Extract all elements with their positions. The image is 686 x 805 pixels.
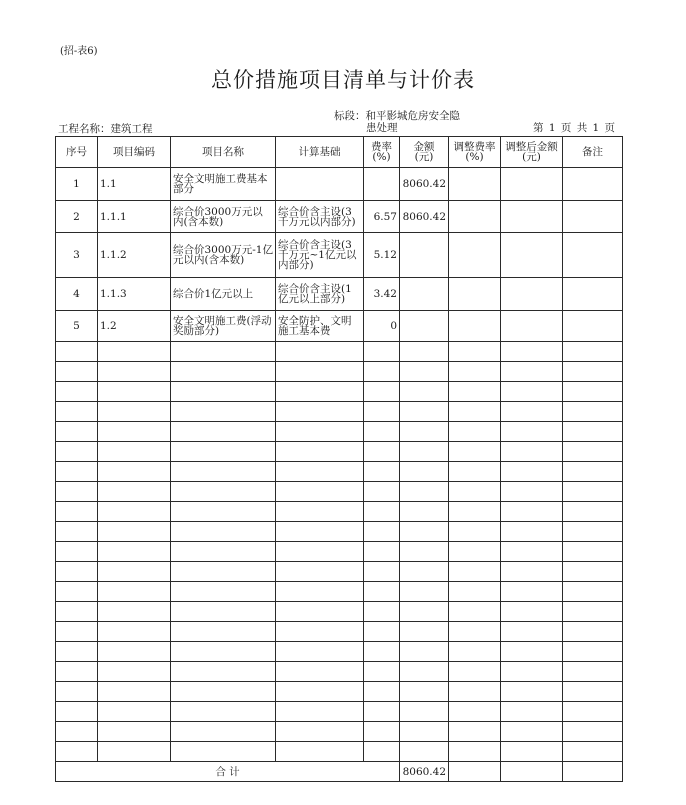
empty-cell xyxy=(400,402,449,422)
empty-cell xyxy=(449,502,501,522)
empty-cell xyxy=(364,362,400,382)
empty-cell xyxy=(98,502,171,522)
row-amount: 8060.42 xyxy=(400,201,449,233)
empty-cell xyxy=(276,722,364,742)
empty-cell xyxy=(563,402,623,422)
project-name-label: 工程名称： xyxy=(58,123,111,135)
empty-cell xyxy=(364,722,400,742)
empty-cell xyxy=(501,542,563,562)
empty-cell xyxy=(501,662,563,682)
row-name: 综合价3000万元以内(含本数) xyxy=(171,201,276,233)
empty-cell xyxy=(276,382,364,402)
table-row xyxy=(56,278,623,311)
empty-cell xyxy=(449,542,501,562)
empty-cell xyxy=(501,342,563,362)
table-row xyxy=(56,233,623,278)
empty-cell xyxy=(276,362,364,382)
empty-cell xyxy=(400,462,449,482)
page-info: 第 1 页 共 1 页 xyxy=(533,122,616,134)
empty-cell xyxy=(98,442,171,462)
empty-cell xyxy=(276,482,364,502)
empty-cell xyxy=(98,742,171,762)
empty-cell xyxy=(276,562,364,582)
empty-cell xyxy=(98,682,171,702)
row-basis: 综合价含主设(3千万元~1亿元以内部分) xyxy=(276,233,364,278)
empty-cell xyxy=(400,702,449,722)
empty-cell xyxy=(364,442,400,462)
row-rate: 5.12 xyxy=(364,233,400,278)
empty-cell xyxy=(501,742,563,762)
row-name: 综合价3000万元-1亿元以内(含本数) xyxy=(171,233,276,278)
empty-cell xyxy=(563,502,623,522)
empty-cell xyxy=(364,462,400,482)
row-note xyxy=(563,201,623,233)
empty-cell xyxy=(171,502,276,522)
empty-cell xyxy=(56,702,98,722)
row-basis xyxy=(276,168,364,201)
empty-cell xyxy=(364,682,400,702)
row-no: 4 xyxy=(56,278,98,311)
empty-cell xyxy=(56,602,98,622)
empty-cell xyxy=(364,502,400,522)
empty-cell xyxy=(501,402,563,422)
empty-cell xyxy=(364,702,400,722)
col-header-rate: 费率 (%) xyxy=(364,137,400,168)
empty-cell xyxy=(171,482,276,502)
empty-row xyxy=(56,662,623,682)
empty-cell xyxy=(501,522,563,542)
empty-cell xyxy=(364,422,400,442)
measures-table xyxy=(55,136,623,782)
empty-cell xyxy=(276,502,364,522)
empty-cell xyxy=(400,582,449,602)
section-label-line2: 患处理 xyxy=(366,122,398,134)
project-name xyxy=(58,121,153,136)
empty-cell xyxy=(449,482,501,502)
empty-cell xyxy=(449,442,501,462)
empty-cell xyxy=(563,682,623,702)
table-row xyxy=(56,311,623,342)
empty-cell xyxy=(400,722,449,742)
row-name: 综合价1亿元以上 xyxy=(171,278,276,311)
empty-cell xyxy=(98,402,171,422)
empty-cell xyxy=(400,602,449,622)
empty-cell xyxy=(98,482,171,502)
empty-cell xyxy=(171,742,276,762)
empty-cell xyxy=(98,702,171,722)
empty-cell xyxy=(449,462,501,482)
empty-row xyxy=(56,442,623,462)
empty-cell xyxy=(276,742,364,762)
empty-cell xyxy=(400,562,449,582)
empty-cell xyxy=(98,722,171,742)
empty-cell xyxy=(56,442,98,462)
total-empty-cell xyxy=(449,762,501,782)
empty-cell xyxy=(449,342,501,362)
empty-cell xyxy=(400,342,449,362)
empty-cell xyxy=(276,342,364,362)
empty-cell xyxy=(563,462,623,482)
empty-cell xyxy=(449,562,501,582)
empty-cell xyxy=(276,422,364,442)
empty-cell xyxy=(276,682,364,702)
empty-cell xyxy=(563,662,623,682)
empty-cell xyxy=(171,342,276,362)
empty-cell xyxy=(171,522,276,542)
empty-cell xyxy=(364,742,400,762)
empty-cell xyxy=(563,362,623,382)
empty-cell xyxy=(364,642,400,662)
table-row xyxy=(56,201,623,233)
row-adj-rate xyxy=(449,201,501,233)
empty-row xyxy=(56,602,623,622)
empty-cell xyxy=(276,642,364,662)
empty-cell xyxy=(563,742,623,762)
empty-cell xyxy=(563,602,623,622)
empty-cell xyxy=(56,682,98,702)
empty-cell xyxy=(98,642,171,662)
row-no: 5 xyxy=(56,311,98,342)
empty-cell xyxy=(171,582,276,602)
project-name-value: 建筑工程 xyxy=(110,123,153,135)
empty-cell xyxy=(56,402,98,422)
empty-cell xyxy=(449,602,501,622)
empty-cell xyxy=(171,602,276,622)
row-code: 1.1.2 xyxy=(98,233,171,278)
row-rate: 3.42 xyxy=(364,278,400,311)
empty-cell xyxy=(171,542,276,562)
empty-cell xyxy=(449,382,501,402)
empty-cell xyxy=(171,682,276,702)
col-header-note: 备注 xyxy=(563,137,623,168)
empty-cell xyxy=(400,662,449,682)
empty-cell xyxy=(56,482,98,502)
empty-cell xyxy=(171,462,276,482)
empty-cell xyxy=(563,422,623,442)
empty-cell xyxy=(501,642,563,662)
empty-cell xyxy=(563,642,623,662)
empty-cell xyxy=(563,622,623,642)
form-code: (招-表6) xyxy=(60,46,98,57)
empty-cell xyxy=(56,642,98,662)
empty-cell xyxy=(563,542,623,562)
row-amount xyxy=(400,278,449,311)
empty-cell xyxy=(98,522,171,542)
empty-row xyxy=(56,682,623,702)
empty-row xyxy=(56,502,623,522)
row-code: 1.1.1 xyxy=(98,201,171,233)
empty-cell xyxy=(400,742,449,762)
col-header-no: 序号 xyxy=(56,137,98,168)
empty-cell xyxy=(98,602,171,622)
empty-cell xyxy=(400,442,449,462)
empty-cell xyxy=(364,602,400,622)
col-header-amount: 金额 (元) xyxy=(400,137,449,168)
empty-cell xyxy=(171,382,276,402)
empty-cell xyxy=(563,382,623,402)
row-name: 安全文明施工费(浮动奖励部分) xyxy=(171,311,276,342)
empty-cell xyxy=(449,742,501,762)
empty-cell xyxy=(276,542,364,562)
empty-cell xyxy=(449,402,501,422)
empty-cell xyxy=(501,622,563,642)
empty-cell xyxy=(98,562,171,582)
empty-cell xyxy=(98,342,171,362)
empty-row xyxy=(56,722,623,742)
empty-cell xyxy=(276,442,364,462)
row-note xyxy=(563,311,623,342)
empty-row xyxy=(56,462,623,482)
total-empty-cell xyxy=(501,762,563,782)
page-title: 总价措施项目清单与计价表 xyxy=(211,68,475,92)
empty-cell xyxy=(501,422,563,442)
row-no: 1 xyxy=(56,168,98,201)
empty-cell xyxy=(400,362,449,382)
empty-row xyxy=(56,482,623,502)
empty-cell xyxy=(364,662,400,682)
empty-cell xyxy=(276,622,364,642)
empty-row xyxy=(56,622,623,642)
empty-cell xyxy=(563,522,623,542)
empty-cell xyxy=(56,362,98,382)
empty-row xyxy=(56,582,623,602)
empty-cell xyxy=(563,482,623,502)
row-basis: 安全防护、文明施工基本费 xyxy=(276,311,364,342)
empty-cell xyxy=(449,662,501,682)
empty-cell xyxy=(98,582,171,602)
empty-cell xyxy=(56,582,98,602)
empty-cell xyxy=(171,722,276,742)
empty-cell xyxy=(501,502,563,522)
empty-cell xyxy=(56,462,98,482)
empty-cell xyxy=(364,522,400,542)
empty-cell xyxy=(56,562,98,582)
row-adj-amount xyxy=(501,201,563,233)
empty-cell xyxy=(449,702,501,722)
empty-cell xyxy=(563,722,623,742)
row-code: 1.1.3 xyxy=(98,278,171,311)
empty-cell xyxy=(563,702,623,722)
empty-row xyxy=(56,702,623,722)
empty-row xyxy=(56,742,623,762)
empty-cell xyxy=(98,622,171,642)
col-header-adj-rate: 调整费率 (%) xyxy=(449,137,501,168)
empty-cell xyxy=(400,502,449,522)
empty-cell xyxy=(56,342,98,362)
row-note xyxy=(563,233,623,278)
section-label-line1: 标段：和平影城危房安全隐 xyxy=(334,110,460,122)
empty-cell xyxy=(276,522,364,542)
empty-cell xyxy=(563,442,623,462)
empty-cell xyxy=(449,622,501,642)
row-adj-rate xyxy=(449,278,501,311)
row-adj-amount xyxy=(501,311,563,342)
empty-cell xyxy=(364,582,400,602)
empty-cell xyxy=(400,522,449,542)
table-header-row xyxy=(56,137,623,168)
empty-cell xyxy=(56,542,98,562)
empty-cell xyxy=(276,582,364,602)
row-adj-rate xyxy=(449,233,501,278)
empty-cell xyxy=(400,642,449,662)
row-code: 1.1 xyxy=(98,168,171,201)
empty-cell xyxy=(98,422,171,442)
row-note xyxy=(563,278,623,311)
empty-cell xyxy=(171,642,276,662)
empty-cell xyxy=(56,622,98,642)
row-adj-rate xyxy=(449,311,501,342)
empty-cell xyxy=(449,422,501,442)
empty-cell xyxy=(56,422,98,442)
empty-cell xyxy=(171,422,276,442)
empty-cell xyxy=(98,362,171,382)
row-basis: 综合价含主设(3千万元以内部分) xyxy=(276,201,364,233)
empty-cell xyxy=(449,722,501,742)
empty-cell xyxy=(501,582,563,602)
row-rate: 6.57 xyxy=(364,201,400,233)
empty-cell xyxy=(56,742,98,762)
row-note xyxy=(563,168,623,201)
empty-row xyxy=(56,542,623,562)
empty-cell xyxy=(56,502,98,522)
row-amount xyxy=(400,233,449,278)
empty-cell xyxy=(276,702,364,722)
empty-cell xyxy=(276,602,364,622)
total-row xyxy=(56,762,623,782)
empty-cell xyxy=(449,362,501,382)
empty-cell xyxy=(563,582,623,602)
row-no: 3 xyxy=(56,233,98,278)
empty-cell xyxy=(364,482,400,502)
empty-cell xyxy=(171,662,276,682)
empty-cell xyxy=(98,662,171,682)
empty-cell xyxy=(98,382,171,402)
empty-cell xyxy=(276,402,364,422)
row-rate xyxy=(364,168,400,201)
empty-cell xyxy=(56,722,98,742)
col-header-name: 项目名称 xyxy=(171,137,276,168)
empty-cell xyxy=(98,542,171,562)
empty-cell xyxy=(364,562,400,582)
row-basis: 综合价含主设(1亿元以上部分) xyxy=(276,278,364,311)
empty-row xyxy=(56,342,623,362)
empty-cell xyxy=(501,442,563,462)
empty-cell xyxy=(563,342,623,362)
empty-cell xyxy=(501,562,563,582)
empty-cell xyxy=(449,522,501,542)
empty-cell xyxy=(56,382,98,402)
empty-row xyxy=(56,642,623,662)
total-empty-cell xyxy=(563,762,623,782)
empty-cell xyxy=(400,682,449,702)
empty-cell xyxy=(449,582,501,602)
empty-cell xyxy=(98,462,171,482)
empty-cell xyxy=(56,522,98,542)
empty-cell xyxy=(400,382,449,402)
empty-cell xyxy=(501,362,563,382)
row-name: 安全文明施工费基本部分 xyxy=(171,168,276,201)
empty-cell xyxy=(501,722,563,742)
empty-cell xyxy=(364,382,400,402)
total-label: 合 计 xyxy=(56,762,400,782)
empty-cell xyxy=(276,662,364,682)
empty-cell xyxy=(171,702,276,722)
col-header-basis: 计算基础 xyxy=(276,137,364,168)
empty-row xyxy=(56,382,623,402)
empty-row xyxy=(56,522,623,542)
empty-cell xyxy=(171,562,276,582)
row-code: 1.2 xyxy=(98,311,171,342)
row-adj-amount xyxy=(501,168,563,201)
empty-cell xyxy=(400,482,449,502)
empty-row xyxy=(56,362,623,382)
empty-cell xyxy=(171,402,276,422)
empty-cell xyxy=(171,442,276,462)
total-amount: 8060.42 xyxy=(400,762,449,782)
empty-cell xyxy=(501,382,563,402)
row-amount xyxy=(400,311,449,342)
empty-row xyxy=(56,422,623,442)
empty-cell xyxy=(400,422,449,442)
empty-cell xyxy=(364,622,400,642)
row-adj-rate xyxy=(449,168,501,201)
empty-cell xyxy=(449,642,501,662)
empty-cell xyxy=(501,482,563,502)
col-header-adj-amount: 调整后金额 (元) xyxy=(501,137,563,168)
empty-cell xyxy=(501,602,563,622)
empty-cell xyxy=(364,402,400,422)
empty-cell xyxy=(171,622,276,642)
empty-cell xyxy=(501,462,563,482)
row-rate: 0 xyxy=(364,311,400,342)
empty-row xyxy=(56,402,623,422)
row-amount: 8060.42 xyxy=(400,168,449,201)
empty-cell xyxy=(364,542,400,562)
col-header-code: 项目编码 xyxy=(98,137,171,168)
empty-cell xyxy=(276,462,364,482)
empty-cell xyxy=(501,702,563,722)
section-label xyxy=(334,110,460,134)
empty-cell xyxy=(56,662,98,682)
row-adj-amount xyxy=(501,233,563,278)
empty-cell xyxy=(501,682,563,702)
row-no: 2 xyxy=(56,201,98,233)
table-row xyxy=(56,168,623,201)
empty-cell xyxy=(171,362,276,382)
empty-cell xyxy=(364,342,400,362)
empty-row xyxy=(56,562,623,582)
empty-cell xyxy=(449,682,501,702)
empty-cell xyxy=(563,562,623,582)
empty-cell xyxy=(400,622,449,642)
row-adj-amount xyxy=(501,278,563,311)
empty-cell xyxy=(400,542,449,562)
